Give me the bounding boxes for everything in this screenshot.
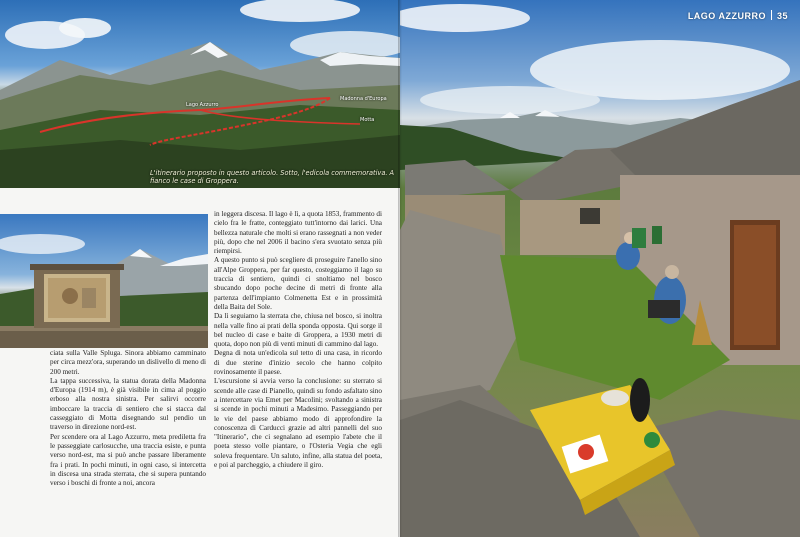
map-label-motta: Motta xyxy=(360,117,375,123)
paragraph: La tappa successiva, la statua dorata della Madonna d'Europa (1914 m), è già visibile in cima al poggio erboso alla nostra sinistra. Per salirvi occorre imboccare la traccia di sentiero che si stacca dal casseggiato di Motta disegnando sul pendio un traverso in direzione nord-est. xyxy=(50,376,206,432)
paragraph: in leggera discesa. Il lago è lì, a quota 1853, frammento di cielo fra le fratte, conteggiato tutt'intorno dai larici. Una bellezza naturale che molti si erano rassegnati a non veder più, dopo che nel 2006 il bacino s'era svuotato senza più riempirsi. xyxy=(214,210,382,256)
paragraph: L'escursione si avvia verso la conclusione: su sterrato si scende alle case di Pianello, quindi su fondo asfaltato sino a intercettare via Emet per Macolini; svoltando a sinistra si scende in pochi minuti a Madesimo. Passeggiando per le vie del paese abbiamo modo di approfondire la conoscenza di Carducci grazie ad altri pannelli del suo "Itinerario", che ci segnalano ad esempio l'abete che il poeta stesso volle piantare, o l'Osteria Vegia che egli soleva frequentare. Un saluto, infine, alla statua del poeta, e poi al parcheggio, a chiudere il giro. xyxy=(214,377,382,470)
shrine-photo xyxy=(0,214,208,348)
book-gutter xyxy=(398,0,402,537)
paragraph: ciata sulla Valle Spluga. Sinora abbiamo camminato per circa mezz'ora, superando un dislivello di meno di 200 metri. xyxy=(50,349,206,376)
header-divider xyxy=(771,10,772,20)
running-header xyxy=(688,10,788,21)
right-page xyxy=(400,0,800,537)
paragraph: A questo punto si può scegliere di proseguire l'anello sino all'Alpe Groppera, per far questo, costeggiamo il lago su traccia di sentiero, quindi ci snoltiamo nel bosco sbucando dopo poche decine di metri di fronte alla partenza dell'impianto Colmenetta Est e in prossimità della Baita del Sole. xyxy=(214,256,382,311)
map-label-madonna: Madonna d'Europa xyxy=(340,96,387,102)
text-column-1 xyxy=(50,349,206,488)
photo-caption: L'itinerario proposto in questo articolo. Sotto, l'edicola commemorativa. A fianco le case di Groppera. xyxy=(150,169,395,185)
page-number: 35 xyxy=(776,11,788,21)
paragraph: Da lì seguiamo la sterrata che, chiusa nel bosco, si inoltra nella valle fino ai prati della sponda opposta. Qui sorge il bel nucleo di case e baite di Groppera, a 1930 metri di quota, dopo non più di venti minuti di cammino dal lago. xyxy=(214,312,382,349)
text-column-2 xyxy=(214,210,382,470)
map-label-lago: Lago Azzurro xyxy=(186,102,219,108)
paragraph: Degna di nota un'edicola sul tetto di una casa, in ricordo di due sterine d'inizio secolo che hanno colpito rovinosamente il paese. xyxy=(214,349,382,377)
section-title: LAGO AZZURRO xyxy=(687,11,766,21)
groppera-photo xyxy=(400,0,800,537)
panorama-photo xyxy=(0,0,400,188)
paragraph: Per scendere ora al Lago Azzurro, meta prediletta fra le passeggiate carlosucche, una traccia esiste, e punta verso nord-est, ma si può anche passare liberamente fra i prati. In pochi minuti, in ogni caso, si intercetta in discesa una strada sterrata, che si supera puntando verso i boschi di fronte a noi, ancora xyxy=(50,432,206,488)
